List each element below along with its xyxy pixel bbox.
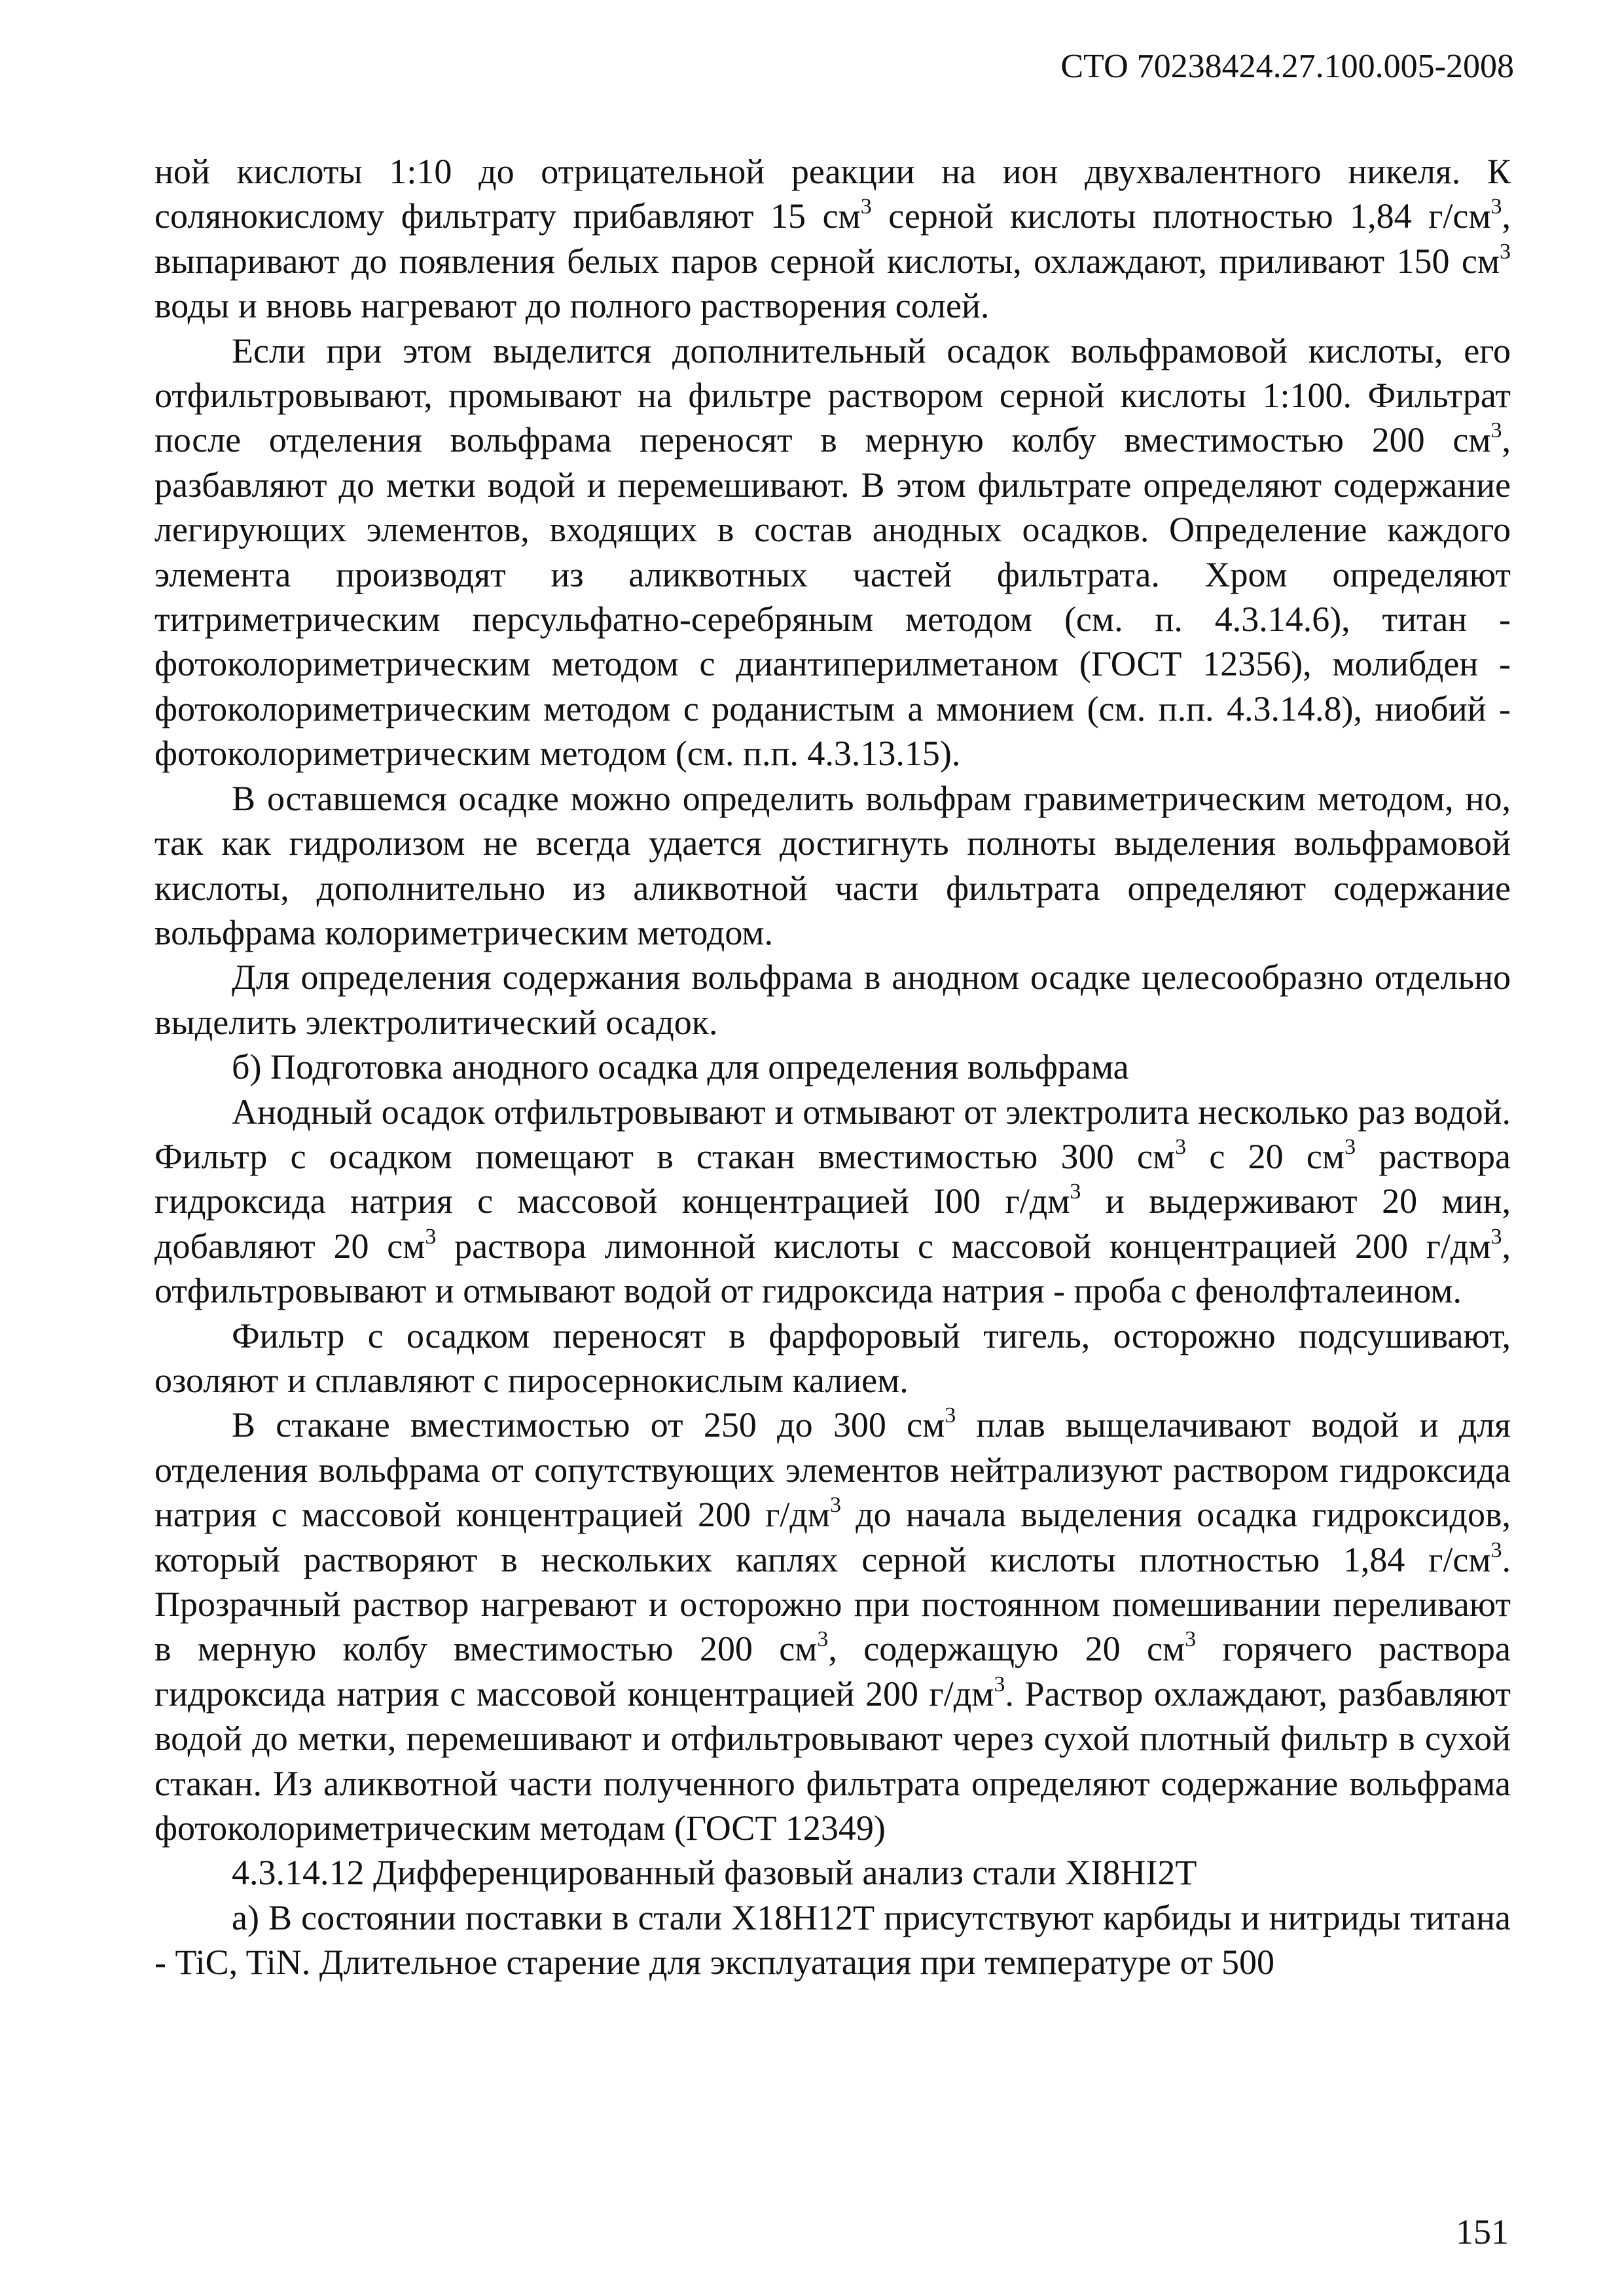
paragraph-2: Если при этом выделится дополнительный осадок вольфрамовой кислоты, его отфильтровывают, промывают на фильтре раствором серной кислоты 1:100. Фильтрат после отделения вольфрама переносят в мерную колбу вместимостью 200 $см^3$, разбавляют до метки водой и перемешивают. В этом фильтрате определяют содержание легирующих элементов, входящих в состав анодных осадков. Определение каждого элемента производят из аликвотных частей фильтрата. Хром определяют титриметрическим персульфатно-серебряным методом (см. п. 4.3.14.6), титан - фотоколориметрическим методом с диантиперилметаном (ГОСТ 12356), молибден - фотоколориметрическим методом с роданистым а ммонием (см. п.п. 4.3.14.8), ниобий - фотоколориметрическим методом (см. п.п. 4.3.13.15).: [154, 331, 1511, 774]
section-heading-4-3-14-12: 4.3.14.12 Дифференцированный фазовый анализ стали XI8HI2T: [232, 1853, 1197, 1893]
subsection-heading-b: б) Подготовка анодного осадка для определения вольфрама: [232, 1047, 1129, 1087]
page-number: 151: [1456, 2212, 1509, 2251]
body-text: [154, 149, 1511, 1985]
paragraph-10: а) В состоянии поставки в стали Х18Н12Т присутствуют карбиды и нитриды титана - TiC, TiN. Длительное старение для эксплуатация при температуре от 500: [154, 1897, 1511, 1982]
paragraph-7: Фильтр с осадком переносят в фарфоровый тигель, осторожно подсушивают, озоляют и сплавляют с пиросернокислым калием.: [154, 1316, 1511, 1400]
paragraph-4: Для определения содержания вольфрама в анодном осадке целесообразно отдельно выделить электролитический осадок.: [154, 958, 1511, 1042]
document-code-header: СТО 70238424.27.100.005-2008: [1060, 48, 1514, 85]
paragraph-3: В оставшемся осадке можно определить вольфрам гравиметрическим методом, но, так как гидролизом не всегда удается достигнуть полноты выделения вольфрамовой кислоты, дополнительно из аликвотной части фильтрата определяют содержание вольфрама колориметрическим методом.: [154, 778, 1511, 952]
paragraph-6: Анодный осадок отфильтровывают и отмывают от электролита несколько раз водой. Фильтр с осадком помещают в стакан вместимостью З00 $см^3$ с 20 $см^3$ раствора гидроксида натрия с массовой концентрацией I00 $г/дм^3$ и выдерживают 20 мин, добавляют 20 $см^3$ раствора лимонной кислоты с массовой концентрацией 200 $г/дм^3$, отфильтровывают и отмывают водой от гидроксида натрия - проба с фенолфталеином.: [154, 1092, 1511, 1311]
paragraph-1: ной кислоты 1:10 до отрицательной реакции на ион двухвалентного никеля. К солянокислому фильтрату прибавляют 15 $см^3$ серной кислоты плотностью 1,84 $г/см^3$, выпаривают до появления белых паров серной кислоты, охлаждают, приливают 150 $см^3$ воды и вновь нагревают до полного растворения солей.: [154, 152, 1511, 326]
paragraph-8: В стакане вместимостью от 250 до 300 $см^3$ плав выщелачивают водой и для отделения вольфрама от сопутствующих элементов нейтрализуют раствором гидроксида натрия с массовой концентрацией 200 $г/дм^3$ до начала выделения осадка гидроксидов, который растворяют в нескольких каплях серной кислоты плотностью 1,84 $г/см^3$. Прозрачный раствор нагревают и осторожно при постоянном помешивании переливают в мерную колбу вместимостью 200 $см^3$, содержащую 20 $см^3$ горячего раствора гидроксида натрия с массовой концентрацией 200 $г/дм^3$. Раствор охлаждают, разбавляют водой до метки, перемешивают и отфильтровывают через сухой плотный фильтр в сухой стакан. Из аликвотной части полученного фильтрата определяют содержание вольфрама фотоколориметрическим методам (ГОСТ 12349): [154, 1403, 1511, 1848]
